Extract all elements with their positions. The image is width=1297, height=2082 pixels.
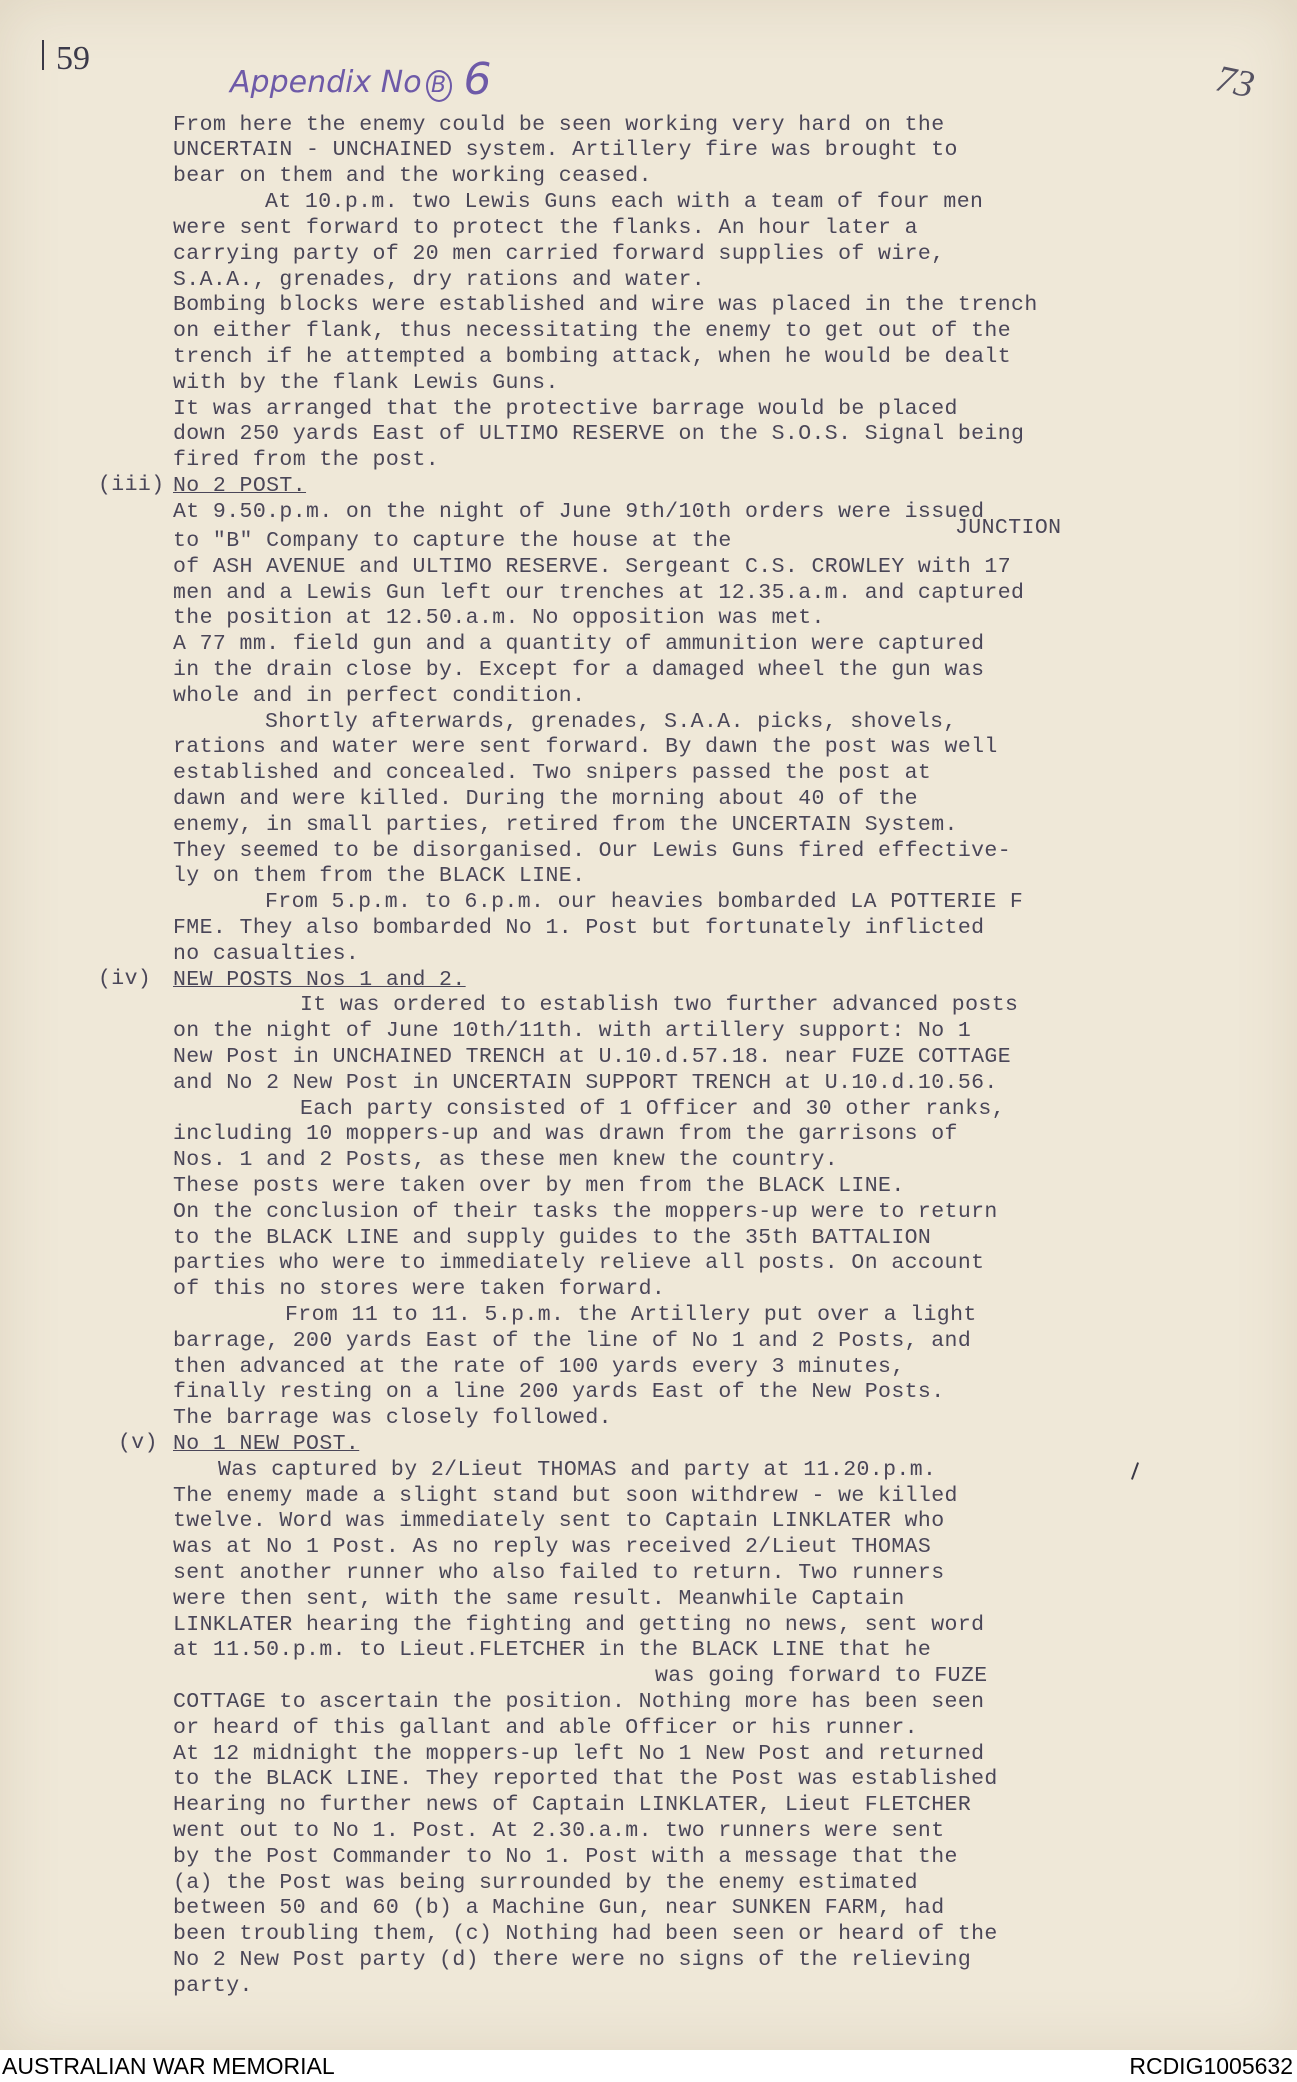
text-line: been troubling them, (c) Nothing had been seen or heard of the [173,1922,998,1946]
section-heading-no1-new-post: No 1 NEW POST. [173,1432,360,1456]
text-line: fired from the post. [173,448,440,472]
text-line: on the night of June 10th/11th. with artillery support: No 1 [173,1019,972,1043]
text-line: LINKLATER hearing the fighting and getting no news, sent word [173,1613,985,1637]
text-line: was going forward to FUZE [655,1664,988,1688]
text-line: It was ordered to establish two further advanced posts [300,993,1019,1017]
appendix-annotation [230,52,492,103]
text-line: These posts were taken over by men from the BLACK LINE. [173,1174,905,1198]
text-line: The barrage was closely followed. [173,1406,612,1430]
text-line: bear on them and the working ceased. [173,164,652,188]
pen-mark [42,40,44,70]
text-line: and No 2 New Post in UNCERTAIN SUPPORT TRENCH at U.10.d.10.56. [173,1071,998,1095]
text-line: twelve. Word was immediately sent to Captain LINKLATER who [173,1509,945,1533]
text-line: was at No 1 Post. As no reply was received 2/Lieut THOMAS [173,1535,932,1559]
section-marker-iv: (iv) [98,967,152,991]
text-line: On the conclusion of their tasks the moppers-up were to return [173,1200,998,1224]
page-number: 59 [56,40,90,77]
text-line: were sent forward to protect the flanks. An hour later a [173,216,918,240]
text-line: or heard of this gallant and able Officer or his runner. [173,1716,918,1740]
text-line: to the BLACK LINE. They reported that the Post was established [173,1767,998,1791]
text-line: Nos. 1 and 2 Posts, as these men knew the country. [173,1148,839,1172]
text-line: at 11.50.p.m. to Lieut.FLETCHER in the BLACK LINE that he [173,1638,932,1662]
text-line: UNCERTAIN - UNCHAINED system. Artillery fire was brought to [173,138,958,162]
text-line: went out to No 1. Post. At 2.30.a.m. two runners were sent [173,1819,945,1843]
text-line: the position at 12.50.a.m. No opposition was met. [173,606,825,630]
text-line: From 5.p.m. to 6.p.m. our heavies bombarded LA POTTERIE F [265,890,1024,914]
text-line: of this no stores were taken forward. [173,1277,666,1301]
text-line: Each party consisted of 1 Officer and 30 other ranks, [300,1097,1006,1121]
text-line: to "B" Company to capture the house at the [173,529,732,553]
text-line: party. [173,1974,253,1998]
text-line: Was captured by 2/Lieut THOMAS and party at 11.20.p.m. [218,1458,937,1482]
text-line: ly on them from the BLACK LINE. [173,864,586,888]
text-line: parties who were to immediately relieve all posts. On account [173,1251,985,1275]
text-line: carrying party of 20 men carried forward supplies of wire, [173,242,945,266]
text-line: The enemy made a slight stand but soon withdrew - we killed [173,1484,958,1508]
text-line: on either flank, thus necessitating the enemy to get out of the [173,319,1012,343]
text-line: They seemed to be disorganised. Our Lewis Guns fired effective- [173,839,1012,863]
folio-number: 73 [1212,57,1258,107]
text-line: rations and water were sent forward. By dawn the post was well [173,735,998,759]
appendix-handwritten-number: 6 [463,54,492,105]
text-line: From 11 to 11. 5.p.m. the Artillery put over a light [285,1303,977,1327]
text-line: no casualties. [173,942,360,966]
text-line: whole and in perfect condition. [173,684,586,708]
footer-record-id: RCDIG1005632 [1129,2053,1293,2079]
text-line: in the drain close by. Except for a damaged wheel the gun was [173,658,985,682]
section-marker-v: (v) [118,1431,158,1455]
pen-mark [1131,1462,1139,1480]
text-line: COTTAGE to ascertain the position. Nothing more has been seen [173,1690,985,1714]
text-line: finally resting on a line 200 yards East of the New Posts. [173,1380,945,1404]
text-line: Shortly afterwards, grenades, S.A.A. picks, shovels, [265,710,957,734]
text-line: S.A.A., grenades, dry rations and water. [173,268,706,292]
text-line: FME. They also bombarded No 1. Post but fortunately inflicted [173,916,985,940]
text-line: At 12 midnight the moppers-up left No 1 New Post and returned [173,1742,985,1766]
text-line: New Post in UNCHAINED TRENCH at U.10.d.57.18. near FUZE COTTAGE [173,1045,1012,1069]
text-line: No 2 New Post party (d) there were no signs of the relieving [173,1948,972,1972]
text-line: It was arranged that the protective barrage would be placed [173,397,958,421]
appendix-circled-letter: B [426,70,452,102]
text-line: of ASH AVENUE and ULTIMO RESERVE. Sergeant C.S. CROWLEY with 17 [173,555,1012,579]
footer-archive-name: AUSTRALIAN WAR MEMORIAL [2,2053,335,2079]
text-line: between 50 and 60 (b) a Machine Gun, near SUNKEN FARM, had [173,1896,945,1920]
text-line: with by the flank Lewis Guns. [173,371,559,395]
section-heading-new-posts: NEW POSTS Nos 1 and 2. [173,968,466,992]
text-line: From here the enemy could be seen working very hard on the [173,113,945,137]
text-line: Bombing blocks were established and wire was placed in the trench [173,293,1038,317]
text-line: then advanced at the rate of 100 yards every 3 minutes, [173,1355,905,1379]
text-line: enemy, in small parties, retired from the UNCERTAIN System. [173,813,958,837]
text-line: including 10 moppers-up and was drawn from the garrisons of [173,1122,958,1146]
text-line: down 250 yards East of ULTIMO RESERVE on the S.O.S. Signal being [173,422,1025,446]
text-line: (a) the Post was being surrounded by the enemy estimated [173,1871,918,1895]
text-line: Hearing no further news of Captain LINKLATER, Lieut FLETCHER [173,1793,972,1817]
appendix-label: Appendix No [230,65,422,100]
text-line: A 77 mm. field gun and a quantity of ammunition were captured [173,632,985,656]
text-line: to the BLACK LINE and supply guides to the 35th BATTALION [173,1226,932,1250]
text-line: were then sent, with the same result. Meanwhile Captain [173,1587,905,1611]
text-line: sent another runner who also failed to return. Two runners [173,1561,945,1585]
text-line: At 10.p.m. two Lewis Guns each with a team of four men [265,190,984,214]
section-marker-iii: (iii) [98,473,165,497]
text-line: barrage, 200 yards East of the line of No 1 and 2 Posts, and [173,1329,972,1353]
text-line: dawn and were killed. During the morning about 40 of the [173,787,918,811]
text-line: established and concealed. Two snipers passed the post at [173,761,932,785]
text-line: men and a Lewis Gun left our trenches at 12.35.a.m. and captured [173,581,1025,605]
section-heading-no2-post: No 2 POST. [173,474,307,498]
text-line: At 9.50.p.m. on the night of June 9th/10th orders were issued [173,500,985,524]
text-line: trench if he attempted a bombing attack, when he would be dealt [173,345,1012,369]
text-line: by the Post Commander to No 1. Post with a message that the [173,1845,958,1869]
interlined-word: JUNCTION [955,516,1062,540]
